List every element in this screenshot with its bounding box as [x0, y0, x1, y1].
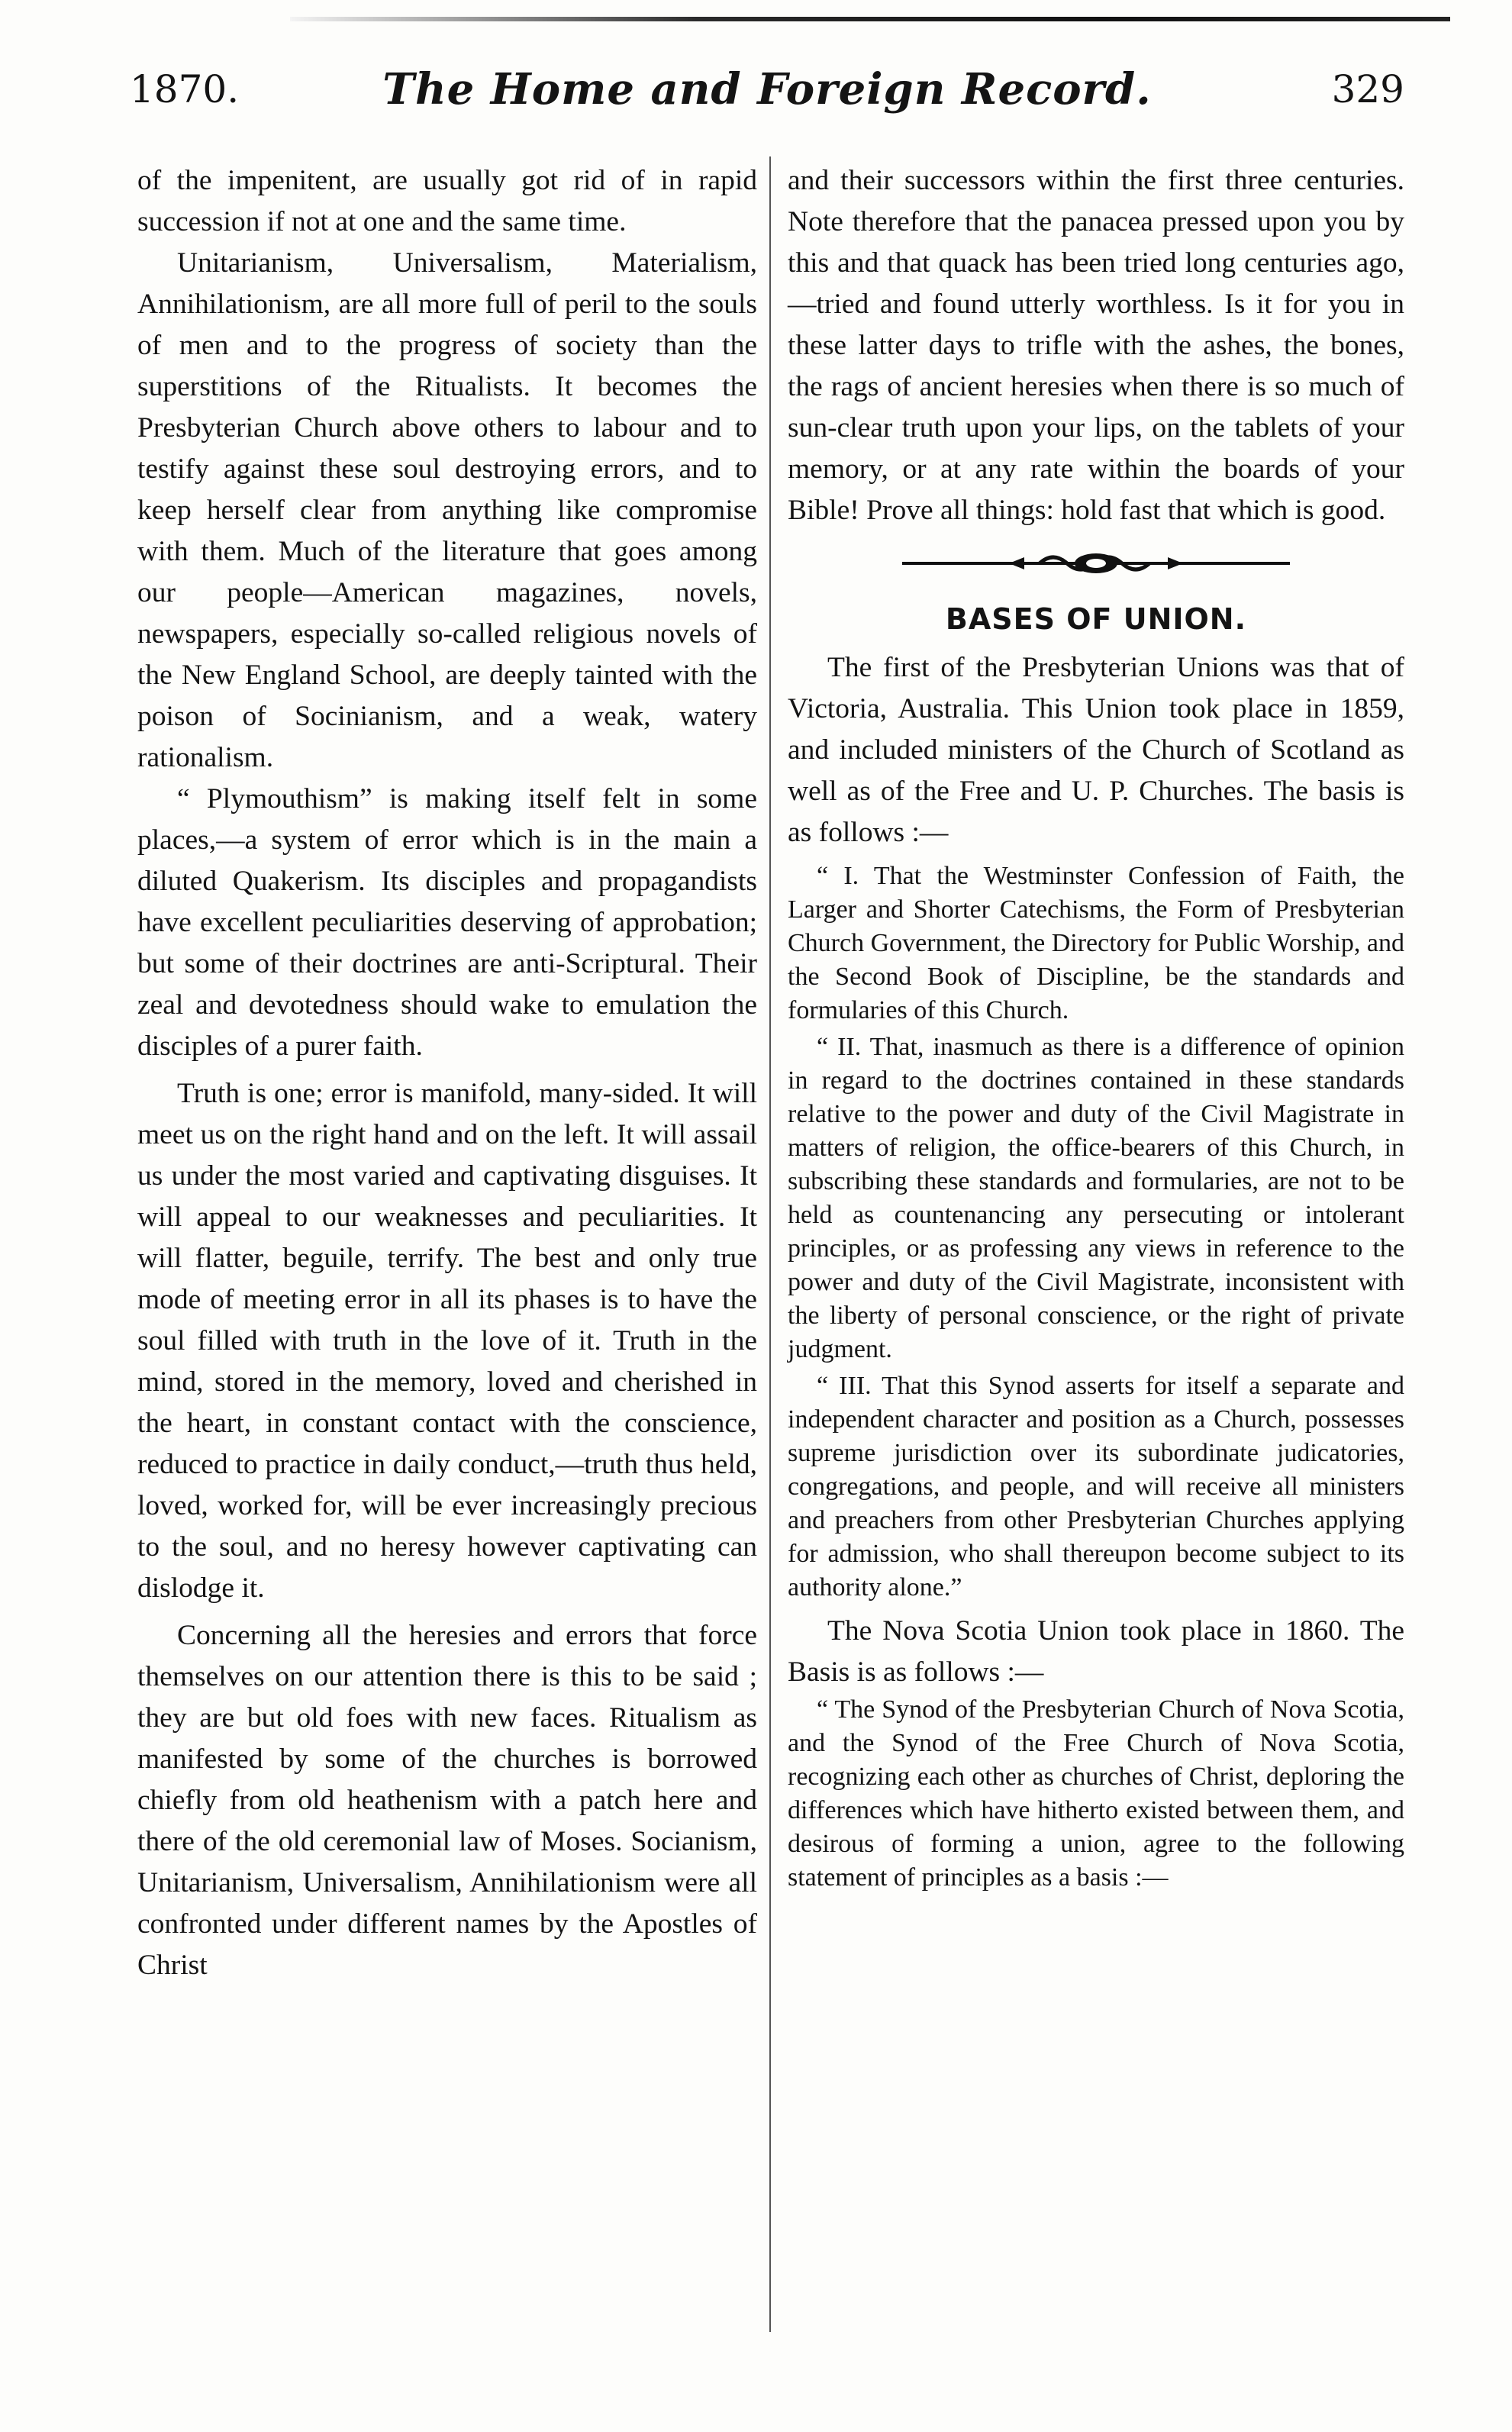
- quoted-article: “ II. That, inasmuch as there is a difference of opinion in regard to the doctrines contained in these standards relative to the power and duty of the Civil Magistrate in matters of religion, the office-bearers of this Church, in subscribing these standards and formularies, are not to be held as countenancing any persecuting or intolerant principles, or as professing any views in reference to the power and duty of the Civil Magistrate, inconsistent with the liberty of personal conscience, or the right of private judgment.: [788, 1033, 1404, 1363]
- quoted-article: “ The Synod of the Presbyterian Church of Nova Scotia, and the Synod of the Free Church of Nova Scotia, recognizing each other as churches of Christ, deploring the differences which have hitherto existed between them, and desirous of forming a union, agree to the following statement of principles as a basis :—: [788, 1695, 1404, 1892]
- section-heading: BASES OF UNION.: [945, 602, 1247, 636]
- paragraph: of the impenitent, are usually got rid of in rapid succession if not at one and the same time.: [137, 165, 757, 237]
- top-rule: [290, 17, 1450, 21]
- paragraph: The first of the Presbyterian Unions was that of Victoria, Australia. This Union took place in 1859, and included ministers of the Church of Scotland as well as of the Free and U. P. Churches. The basis is as follows :—: [788, 652, 1404, 848]
- quoted-article: “ I. That the Westminster Confession of Faith, the Larger and Shorter Catechisms, the Form of Presbyterian Church Government, the Directory for Public Worship, and the Second Book of Discipline, be the standards and formularies of this Church.: [788, 862, 1404, 1024]
- journal-title: The Home and Foreign Record.: [382, 64, 1152, 115]
- paragraph: The Nova Scotia Union took place in 1860. The Basis is as follows :—: [788, 1615, 1404, 1688]
- paragraph: Concerning all the heresies and errors that force themselves on our attention there is this to be said ; they are but old foes with new faces. Ritualism as manifested by some of the churches is borrowed chiefly from old heathenism with a patch here and there of the old ceremonial law of Moses. Socianism, Unitarianism, Universalism, Annihilationism were all confronted under different names by the Apostles of Christ: [137, 1620, 757, 1981]
- column-divider: [769, 156, 771, 2332]
- ornament-divider-icon: [788, 542, 1404, 585]
- quoted-article: “ III. That this Synod asserts for itself a separate and independent character and position as a Church, possesses supreme jurisdiction over its subordinate judicatories, congregations, and people, and will receive all ministers and preachers from other Presbyterian Churches applying for admission, who shall thereupon become subject to its authority alone.”: [788, 1372, 1404, 1601]
- paragraph: Unitarianism, Universalism, Materialism, Annihilationism, are all more full of peril to the souls of men and to the progress of society than the superstitions of the Ritualists. It becomes the Presbyterian Church above others to labour and to testify against these soul destroying errors, and to keep herself clear from anything like compromise with them. Much of the literature that goes among our people—American magazines, novels, newspapers, especially so-called religious novels of the New England School, are deeply tainted with the poison of Socinianism, and a weak, watery rationalism.: [137, 247, 757, 773]
- page-header: [130, 64, 1404, 136]
- paragraph: and their successors within the first three centuries. Note therefore that the panacea pressed upon you by this and that quack has been tried long centuries ago,—tried and found utterly worthless. Is it for you in these latter days to trifle with the ashes, the bones, the rags of ancient heresies when there is so much of sun-clear truth upon your lips, on the tablets of your memory, or at any rate within the boards of your Bible! Prove all things: hold fast that which is good.: [788, 165, 1404, 526]
- left-column: [137, 160, 757, 1986]
- paragraph: “ Plymouthism” is making itself felt in some places,—a system of error which is in the main a diluted Quakerism. Its disciples and propagandists have excellent peculiarities deserving of approbation; but some of their doctrines are anti-Scriptural. Their zeal and devotedness should wake to emulation the disciples of a purer faith.: [137, 783, 757, 1062]
- paragraph: Truth is one; error is manifold, many-sided. It will meet us on the right hand and on the left. It will assail us under the most varied and captivating disguises. It will appeal to our weaknesses and peculiarities. It will flatter, beguile, terrify. The best and only true mode of meeting error in all its phases is to have the soul filled with truth in the love of it. Truth in the mind, stored in the memory, loved and cherished in the heart, in constant contact with the conscience, reduced to practice in daily conduct,—truth thus held, loved, worked for, will be ever increasingly precious to the soul, and no heresy however captivating can dislodge it.: [137, 1078, 757, 1604]
- right-column: [788, 160, 1404, 1895]
- page-number: 329: [1331, 67, 1404, 111]
- header-year: 1870.: [130, 67, 240, 111]
